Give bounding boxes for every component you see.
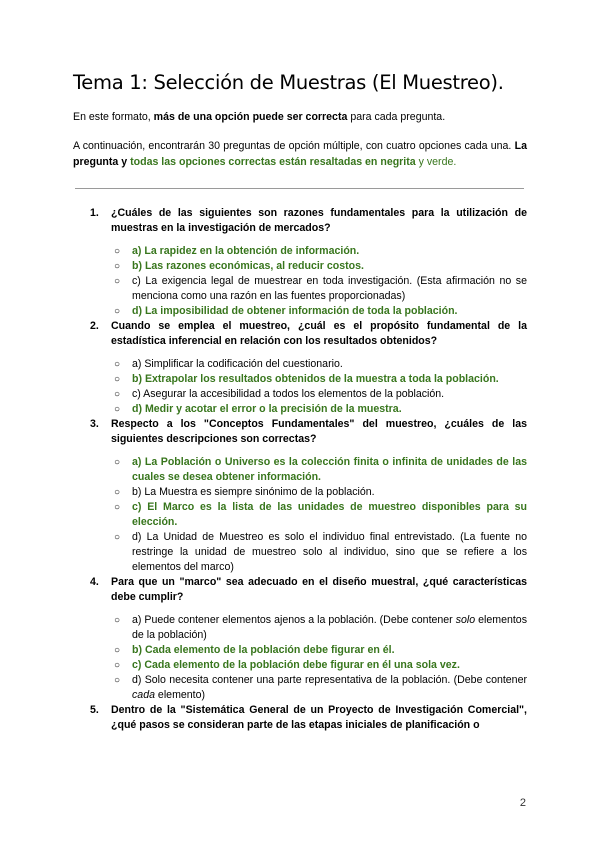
- bullet-icon: ○: [114, 404, 121, 415]
- bullet-icon: ○: [114, 660, 121, 671]
- intro1-bold: más de una opción puede ser correcta: [153, 111, 348, 123]
- intro1-text-3: para cada pregunta.: [347, 111, 446, 123]
- option: [111, 530, 527, 575]
- question-2: [90, 319, 527, 417]
- option-text-end: elementos de la población): [132, 614, 527, 641]
- question-text: Dentro de la "Sistemática General de un Proyecto de Investigación Comercial", ¿qué pasos se consideran parte de las etapas iniciales de planificación o: [111, 704, 527, 731]
- option-text: c) Asegurar la accesibilidad a todos los elementos de la población.: [132, 388, 445, 400]
- option-correct: [111, 304, 527, 319]
- intro1-text-1: En este formato,: [73, 111, 154, 123]
- option-emphasis: cada: [132, 689, 155, 701]
- option-text: d) La imposibilidad de obtener información de toda la población.: [132, 305, 458, 317]
- page-title: Tema 1: Selección de Muestras (El Muestreo).: [73, 71, 504, 94]
- option-text: a) La rapidez en la obtención de información.: [132, 245, 360, 257]
- option-correct: [111, 259, 527, 274]
- option: [111, 387, 527, 402]
- option-text: b) La Muestra es siempre sinónimo de la población.: [132, 486, 375, 498]
- option-text: c) Cada elemento de la población debe figurar en él una sola vez.: [132, 659, 460, 671]
- option-list: [111, 613, 527, 703]
- intro2-text-3: y: [118, 156, 131, 168]
- bullet-icon: ○: [114, 457, 121, 468]
- bullet-icon: ○: [114, 487, 121, 498]
- option-text: b) Cada elemento de la población debe figurar en él.: [132, 644, 395, 656]
- question-text: Respecto a los "Conceptos Fundamentales" del muestreo, ¿cuáles de las siguientes descripciones son correctas?: [111, 418, 527, 445]
- option: [111, 485, 527, 500]
- option-text: d) La Unidad de Muestreo es solo el individuo final entrevistado. (La fuente no restringe la unidad de muestreo solo al individuo, sino que se refiere a los elementos del marco): [132, 531, 527, 573]
- bullet-icon: ○: [114, 246, 121, 257]
- horizontal-divider: [75, 188, 524, 189]
- option: [111, 274, 527, 304]
- question-number: 4.: [90, 576, 99, 588]
- option-correct: [111, 658, 527, 673]
- option-correct: [111, 402, 527, 417]
- intro-paragraph-1: [73, 109, 527, 125]
- option-correct: [111, 244, 527, 259]
- option: [111, 357, 527, 372]
- question-number: 5.: [90, 704, 99, 716]
- intro2-bold-question: La pregunta: [73, 140, 527, 168]
- option-list: [111, 357, 527, 417]
- option-correct: [111, 643, 527, 658]
- question-1: [90, 206, 527, 319]
- question-text: Cuando se emplea el muestreo, ¿cuál es el propósito fundamental de la estadística inferencial en relación con los resultados obtenidos?: [111, 320, 527, 347]
- option-text: b) Las razones económicas, al reducir costos.: [132, 260, 364, 272]
- question-number: 2.: [90, 320, 99, 332]
- option-correct: [111, 372, 527, 387]
- option-text: d) Solo necesita contener una parte representativa de la población. (Debe contener: [132, 674, 527, 686]
- question-text: Para que un "marco" sea adecuado en el diseño muestral, ¿qué características debe cumplir?: [111, 576, 527, 603]
- question-list: [90, 206, 527, 733]
- option-list: [111, 455, 527, 575]
- option-list: [111, 244, 527, 319]
- bullet-icon: ○: [114, 261, 121, 272]
- option-text: c) El Marco es la lista de las unidades de muestreo disponibles para su elección.: [132, 501, 527, 528]
- question-text: ¿Cuáles de las siguientes son razones fundamentales para la utilización de muestras en la investigación de mercados?: [111, 207, 527, 234]
- bullet-icon: ○: [114, 359, 121, 370]
- option-text: a) Simplificar la codificación del cuestionario.: [132, 358, 343, 370]
- option-text: d) Medir y acotar el error o la precisión de la muestra.: [132, 403, 402, 415]
- question-5: [90, 703, 527, 733]
- bullet-icon: ○: [114, 615, 121, 626]
- option-text: b) Extrapolar los resultados obtenidos de la muestra a toda la población.: [132, 373, 499, 385]
- option-correct: [111, 455, 527, 485]
- bullet-icon: ○: [114, 645, 121, 656]
- option-text: a) Puede contener elementos ajenos a la población. (Debe contener: [132, 614, 456, 626]
- option-text-end: elemento): [154, 689, 206, 701]
- option: [111, 673, 527, 703]
- option-text: c) La exigencia legal de muestrear en toda investigación. (Esta afirmación no se menciona como una razón en las fuentes proporcionadas): [132, 275, 527, 302]
- intro2-green-bold: todas las opciones correctas están resaltadas en negrita: [130, 156, 416, 168]
- question-4: [90, 575, 527, 703]
- option-text: a) La Población o Universo es la colección finita o infinita de unidades de las cuales se desea obtener información.: [132, 456, 527, 483]
- bullet-icon: ○: [114, 276, 121, 287]
- option-correct: [111, 500, 527, 530]
- question-number: 1.: [90, 207, 99, 219]
- bullet-icon: ○: [114, 532, 121, 543]
- bullet-icon: ○: [114, 675, 121, 686]
- bullet-icon: ○: [114, 502, 121, 513]
- option-emphasis: solo: [455, 614, 476, 626]
- question-number: 3.: [90, 418, 99, 430]
- intro2-green: y verde.: [415, 156, 457, 168]
- bullet-icon: ○: [114, 374, 121, 385]
- page-number: 2: [519, 797, 526, 809]
- option: [111, 613, 527, 643]
- bullet-icon: ○: [114, 389, 121, 400]
- bullet-icon: ○: [114, 306, 121, 317]
- intro-paragraph-2: [73, 138, 527, 170]
- intro2-text-1: A continuación, encontrarán 30 preguntas de opción múltiple, con cuatro opciones cada una.: [73, 140, 515, 152]
- question-3: [90, 417, 527, 575]
